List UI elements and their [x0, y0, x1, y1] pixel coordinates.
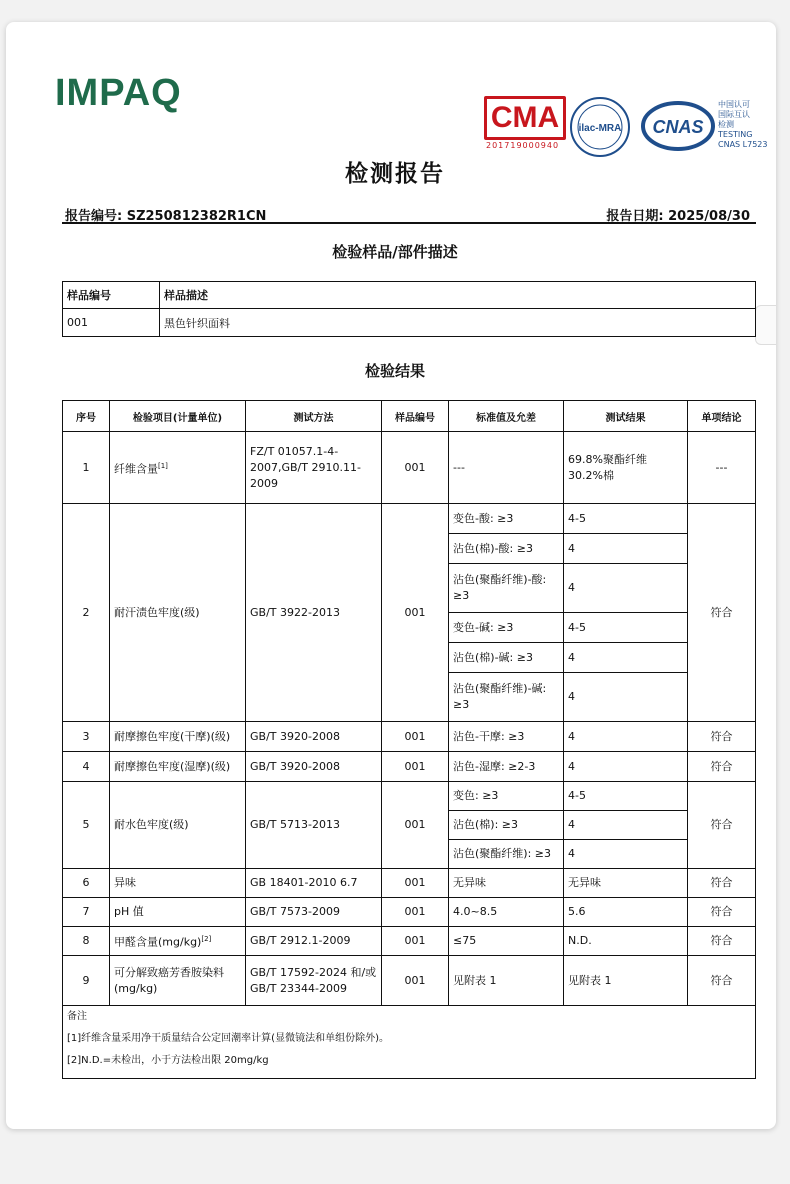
table-row: 沾色(棉)-碱: ≥3 4	[63, 643, 756, 673]
impaq-logo-text: IMPAQ	[55, 72, 182, 114]
table-row: 001 黑色针织面料	[63, 309, 756, 337]
impaq-logo	[55, 73, 182, 113]
side-scroll-tab[interactable]	[755, 305, 776, 345]
table-row: 3 耐摩擦色牢度(干摩)(级) GB/T 3920-2008 001 沾色-干摩: ≥3 4 符合	[63, 722, 756, 752]
table-row: 5 耐水色牢度(级) GB/T 5713-2013 001 变色: ≥3 4-5 符合	[63, 782, 756, 811]
col-sample-no: 样品编号	[63, 282, 160, 309]
notes-box	[62, 1006, 756, 1079]
ilac-text: ilac-MRA	[578, 123, 622, 134]
table-row: 8 甲醛含量(mg/kg)[2] GB/T 2912.1-2009 001 ≤75 N.D. 符合	[63, 927, 756, 956]
table-row: 沾色(聚酯纤维)-酸: ≥3 4	[63, 564, 756, 613]
cnas-side-text: 中国认可 国际互认 检测 TESTING CNAS L7523	[718, 100, 768, 149]
results-table	[62, 400, 756, 1006]
note-1: [1]纤维含量采用净干质量结合公定回潮率计算(显微镜法和单组份除外)。	[67, 1033, 389, 1044]
table-row: 沾色(棉): ≥3 4	[63, 811, 756, 840]
table-row: 2 耐汗渍色牢度(级) GB/T 3922-2013 001 变色-酸: ≥3 4-5 符合	[63, 504, 756, 534]
report-number: 报告编号: SZ250812382R1CN	[65, 209, 267, 224]
header-rule	[62, 222, 756, 224]
page-title: 检测报告	[345, 161, 445, 187]
note-2: [2]N.D.=未检出，小于方法检出限 20mg/kg	[67, 1055, 269, 1066]
cnas-logo	[641, 100, 715, 152]
table-row: 7 pH 值 GB/T 7573-2009 001 4.0~8.5 5.6 符合	[63, 898, 756, 927]
results-section-title: 检验结果	[364, 362, 425, 380]
col-sample-desc: 样品描述	[160, 282, 756, 309]
table-row: 变色-碱: ≥3 4-5	[63, 613, 756, 643]
cma-logo	[484, 96, 566, 152]
table-row: 6 异味 GB 18401-2010 6.7 001 无异味 无异味 符合	[63, 869, 756, 898]
cma-number: 201719000940	[486, 141, 560, 150]
results-header-row: 序号 检验项目(计量单位) 测试方法 样品编号 标准值及允差 测试结果 单项结论	[63, 401, 756, 432]
ilac-mra-logo	[569, 96, 631, 158]
table-row: 沾色(棉)-酸: ≥3 4	[63, 534, 756, 564]
report-date: 报告日期: 2025/08/30	[606, 209, 750, 224]
table-row: 1 纤维含量[1] FZ/T 01057.1-4-2007,GB/T 2910.11-2009 001 --- 69.8%聚酯纤维 30.2%棉 ---	[63, 432, 756, 504]
table-row: 沾色(聚酯纤维)-碱: ≥3 4	[63, 673, 756, 722]
notes-title: 备注	[67, 1011, 87, 1022]
sample-section-title: 检验样品/部件描述	[332, 243, 458, 261]
table-row: 9 可分解致癌芳香胺染料(mg/kg) GB/T 17592-2024 和/或 GB/T 23344-2009 001 见附表 1 见附表 1 符合	[63, 956, 756, 1006]
table-row: 4 耐摩擦色牢度(湿摩)(级) GB/T 3920-2008 001 沾色-湿摩: ≥2-3 4 符合	[63, 752, 756, 782]
cma-text: CMA	[490, 101, 560, 134]
table-row: 沾色(聚酯纤维): ≥3 4	[63, 840, 756, 869]
sample-table	[62, 281, 756, 337]
cnas-text: CNAS	[652, 117, 704, 137]
